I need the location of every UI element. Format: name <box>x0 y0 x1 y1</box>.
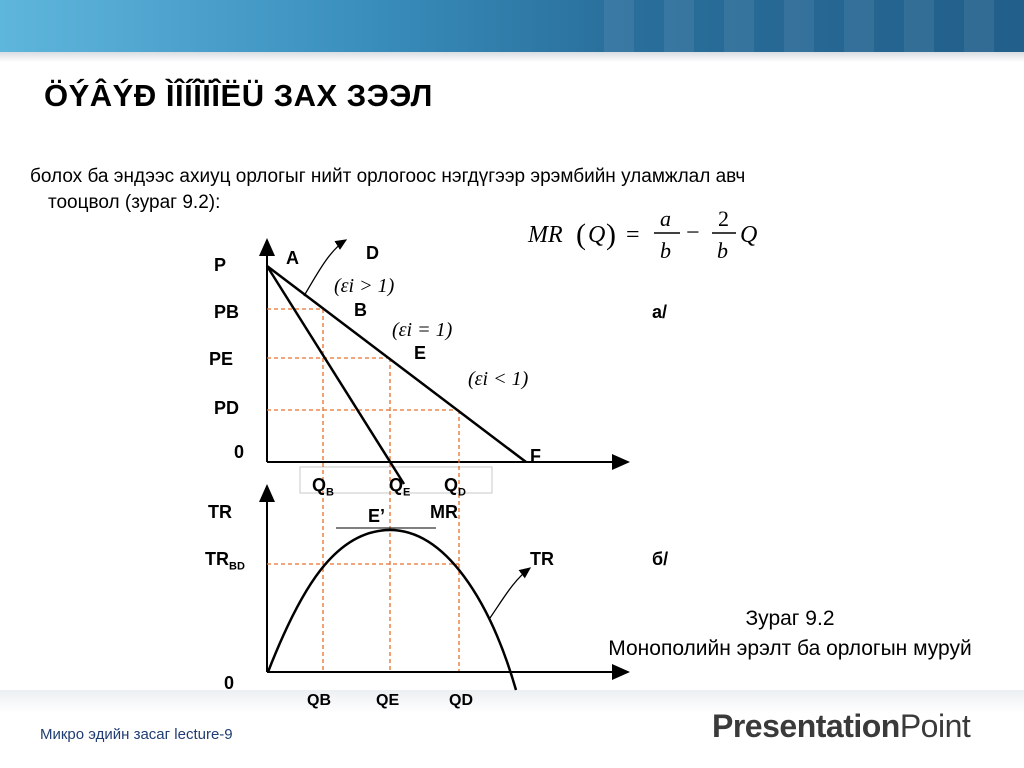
formula-var: Q <box>740 222 758 248</box>
tr-curve-label: TR <box>530 549 554 569</box>
peak-label: E’ <box>368 506 386 526</box>
brand-logo: PresentationPoint <box>712 708 971 744</box>
q-label-qd: $Q_D$ <box>444 475 466 499</box>
level-pb: PB <box>214 302 240 322</box>
caption-line-2: Монополийн эрэлт ба орлогын муруй <box>608 637 972 660</box>
bottom-q-qd: QD <box>449 692 473 709</box>
q-label-qb: $Q_B$ <box>312 475 334 499</box>
formula-t2-den: b <box>717 238 728 263</box>
body-line-2: тооцвол (зураг 9.2): <box>48 192 221 213</box>
formula-mr: MR <box>528 222 563 248</box>
demand-line <box>267 266 526 462</box>
tr-curve <box>268 530 516 690</box>
top-guides <box>267 309 459 672</box>
elasticity-lt: (εi < 1) <box>468 368 529 390</box>
lecture-footer: Микро эдийн засаг lecture-9 <box>40 726 233 743</box>
origin-bottom: 0 <box>224 673 235 693</box>
point-a: A <box>286 248 299 268</box>
axis-label-p: P <box>214 255 227 275</box>
level-pd: PD <box>214 398 240 418</box>
body-line-1: болох ба эндээс ахиуц орлогыг нийт орлогоос нэгдүгээр эрэмбийн уламжлал авч <box>30 166 746 187</box>
point-f: F <box>530 446 541 466</box>
figure-caption <box>560 604 1020 664</box>
panel-a: а/ <box>652 302 668 322</box>
formula-arg: Q <box>588 222 606 248</box>
formula-t2-num: 2 <box>718 206 729 231</box>
q-label-qe: $Q_E$ <box>389 475 411 499</box>
level-pe: PE <box>209 349 234 369</box>
point-e: E <box>414 343 427 363</box>
bottom-q-qb: QB <box>307 692 331 709</box>
formula-lparen: ( <box>576 218 586 251</box>
bottom-q-qe: QE <box>376 692 400 709</box>
formula-t1-num: a <box>660 206 671 231</box>
mr-label: MR <box>430 502 458 522</box>
panel-b: б/ <box>652 549 669 569</box>
axis-label-tr: TR <box>208 502 232 522</box>
caption-line-1: Зураг 9.2 <box>745 607 835 630</box>
origin-top: 0 <box>234 442 245 462</box>
elasticity-eq: (εi = 1) <box>392 319 453 341</box>
formula-rparen: ) <box>606 218 616 251</box>
point-d: D <box>366 243 379 263</box>
level-trbd: $TR_{BD}$ <box>205 549 245 573</box>
point-b: B <box>354 300 367 320</box>
mr-line <box>267 266 404 484</box>
slide-title: ÖÝÂÝÐ ÌÎÍÎÏÎËÜ ЗАХ ЗЭЭЛ <box>44 78 433 113</box>
formula-t1-den: b <box>660 238 671 263</box>
elasticity-gt: (εi > 1) <box>334 275 395 297</box>
pointer-arrow-tr <box>490 568 530 618</box>
formula-equals: = <box>626 222 640 248</box>
formula-minus: − <box>686 220 700 246</box>
